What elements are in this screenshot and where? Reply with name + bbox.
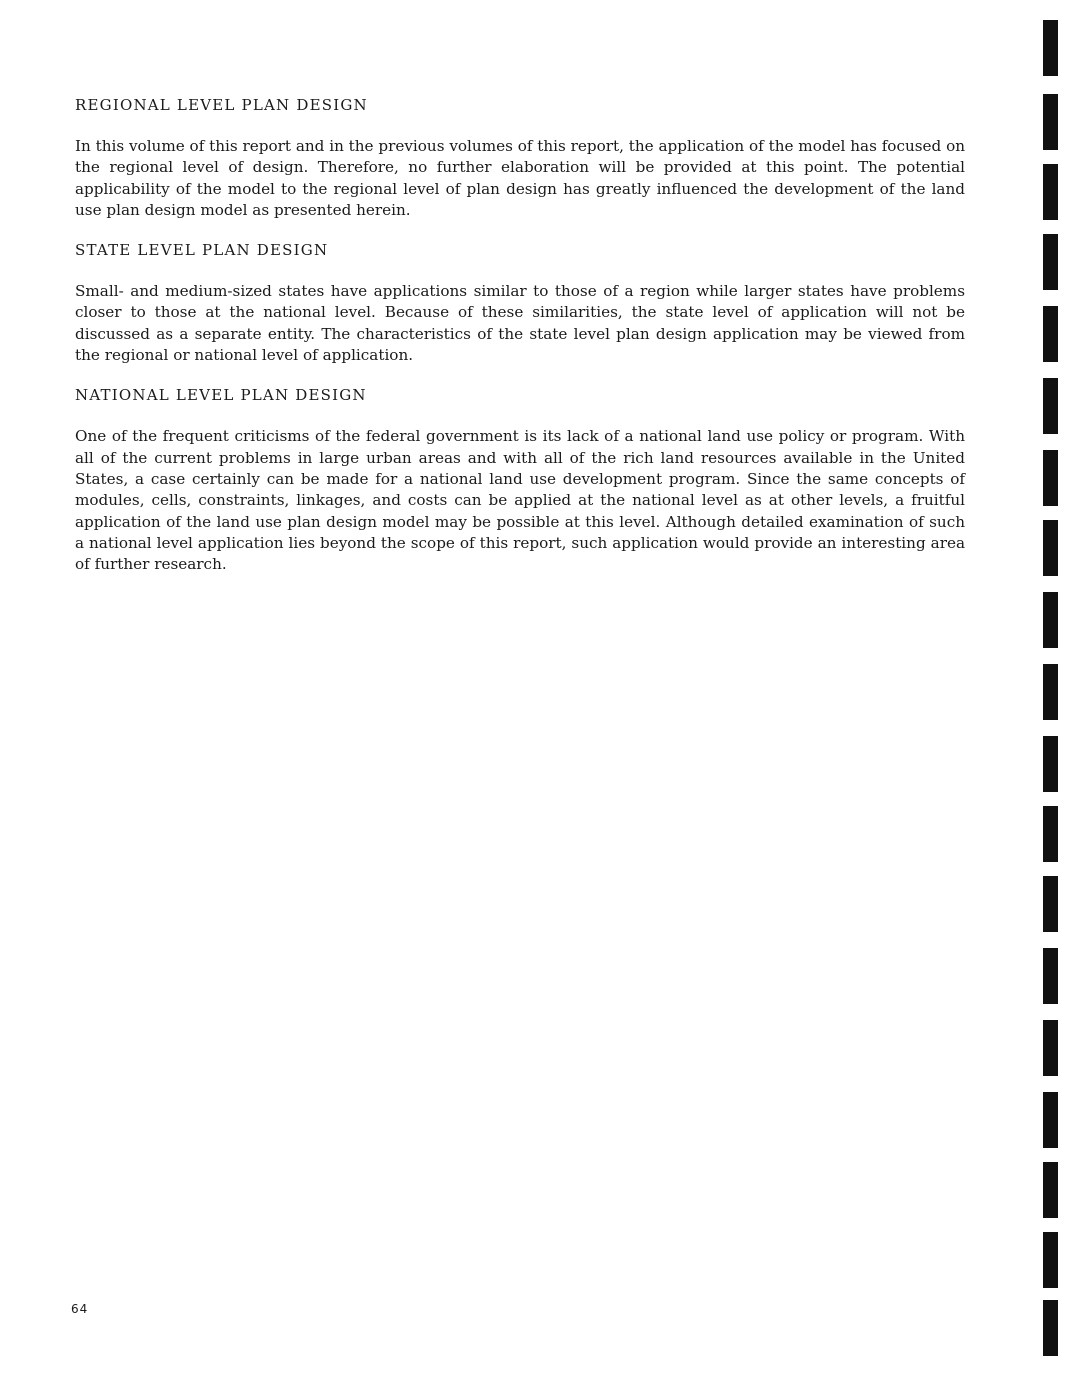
section-heading-regional: REGIONAL LEVEL PLAN DESIGN <box>75 96 368 114</box>
binding-mark <box>1043 806 1058 862</box>
binding-mark <box>1043 20 1058 76</box>
binding-mark <box>1043 664 1058 720</box>
binding-mark <box>1043 306 1058 362</box>
binding-mark <box>1043 450 1058 506</box>
binding-mark <box>1043 1300 1058 1356</box>
paragraph-national: One of the frequent criticisms of the federal government is its lack of a national land use policy or program. With all of the current problems in large urban areas and with all of the rich land resources available in the United States, a case certainly can be made for a national land use development program. Since the same concepts of modules, cells, constraints, linkages, and costs can be applied at the national level as at other levels, a fruitful application of the land use plan design model may be possible at this level. Although detailed examination of such a national level application lies beyond the scope of this report, such application would provide an interesting area of further research. <box>75 427 965 574</box>
section-heading-national: NATIONAL LEVEL PLAN DESIGN <box>75 386 367 405</box>
paragraph-state: Small- and medium-sized states have applications similar to those of a region while larger states have problems closer to those at the national level. Because of these similarities, the state level of application will not be discussed as a separate entity. The characteristics of the state level plan design application may be viewed from the regional or national level of application. <box>75 282 965 365</box>
binding-mark <box>1043 876 1058 932</box>
binding-mark <box>1043 234 1058 290</box>
page-number: 64 <box>71 1302 89 1316</box>
binding-mark <box>1043 592 1058 648</box>
binding-mark <box>1043 164 1058 220</box>
binding-mark <box>1043 1232 1058 1288</box>
binding-mark <box>1043 94 1058 150</box>
binding-strip <box>1043 20 1059 1360</box>
binding-mark <box>1043 948 1058 1004</box>
paragraph-regional: In this volume of this report and in the previous volumes of this report, the application of the model has focused on the regional level of design. Therefore, no further elaboration will be provided at this point. The potential applicability of the model to the regional level of plan design has greatly influenced the development of the land use plan design model as presented herein. <box>75 137 965 219</box>
binding-mark <box>1043 1020 1058 1076</box>
binding-mark <box>1043 736 1058 792</box>
section-heading-state: STATE LEVEL PLAN DESIGN <box>75 241 329 260</box>
page-content <box>75 95 965 594</box>
binding-mark <box>1043 1092 1058 1148</box>
binding-mark <box>1043 378 1058 434</box>
binding-mark <box>1043 1162 1058 1218</box>
binding-mark <box>1043 520 1058 576</box>
